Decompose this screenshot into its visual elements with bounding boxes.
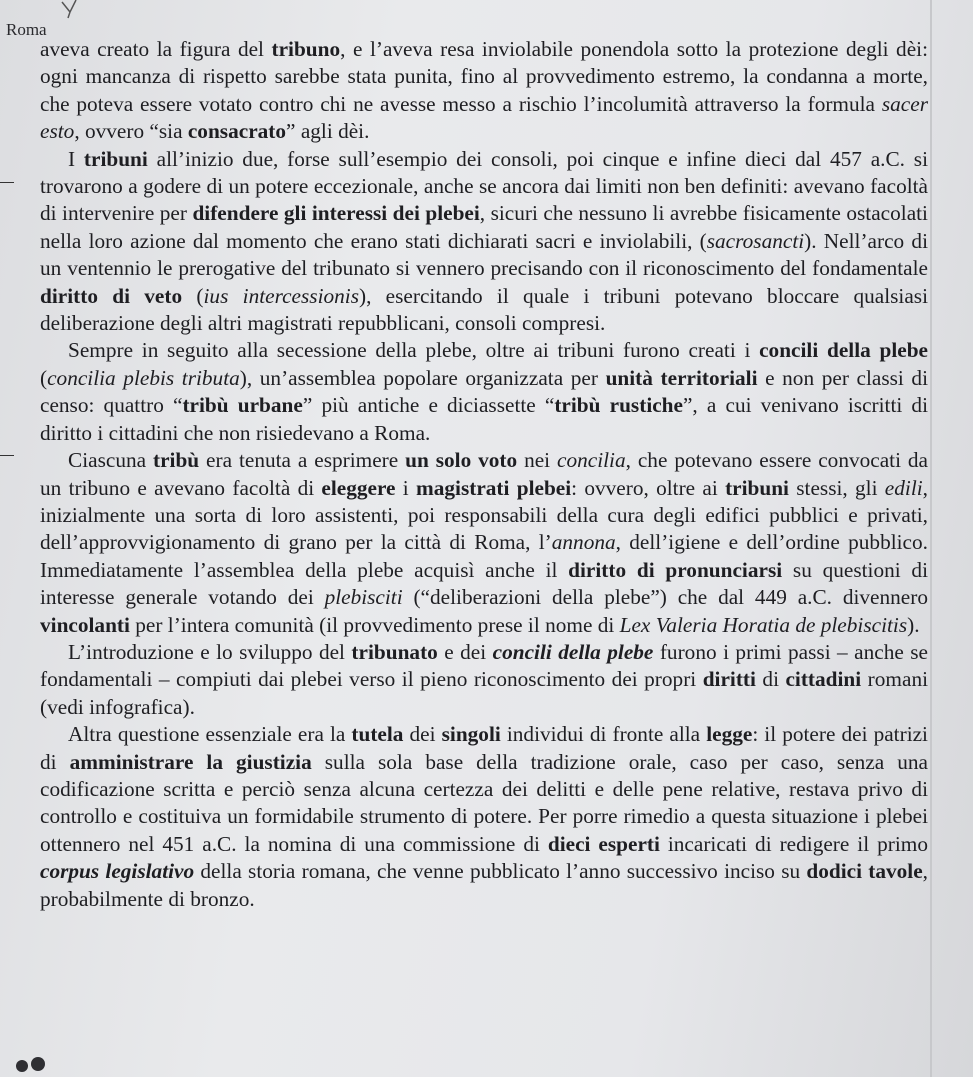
text-run: I [68, 146, 84, 171]
paragraph [40, 337, 928, 447]
text-run: : ovvero, oltre ai [571, 475, 726, 500]
text-run: e non per classi di censo: quattro “ [40, 365, 928, 418]
bold-term: magistrati plebei [416, 475, 572, 500]
text-run: romani (vedi infografica). [40, 667, 929, 719]
bold-term: tribuno [271, 37, 341, 61]
italic-term: concilia [557, 448, 626, 473]
bold-term: difendere gli interessi dei plebei [192, 201, 480, 226]
text-run: sulla sola base della tradizione orale, caso per caso, senza una codificazione scritta e perciò senza alcuna certezza dei delitti e delle pene relative, restava privo di controllo e costituiva un formidabile strumento di potere. Per porre rimedio a questa situazione i plebei ottennero nel 451 a.C. la nomina di una commissione di [40, 749, 928, 856]
text-run: era tenuta a esprimere [199, 448, 406, 473]
text-run: , dell’igiene e dell’ordine pubblico. Immediatamente l’assemblea della plebe acquisì anche il [40, 530, 928, 582]
bold-term: concili della plebe [759, 338, 928, 363]
text-run: individui di fronte alla [500, 722, 707, 747]
text-run: ”, a cui venivano iscritti di diritto i cittadini che non risiedevano a Roma. [40, 393, 928, 445]
text-run: ), esercitando il quale i tribuni potevano bloccare qualsiasi deliberazione degli altri magistrati repubblicani, consoli compresi. [40, 283, 928, 336]
text-run: Sempre in seguito alla secessione della plebe, oltre ai tribuni furono creati i [68, 338, 760, 363]
bold-term: tribuni [83, 146, 148, 171]
bold-term: vincolanti [40, 612, 130, 637]
paragraph [40, 447, 928, 639]
text-run: su questioni di interesse generale votando dei [40, 557, 928, 610]
text-run: (“deliberazioni della plebe”) che dal 449 a.C. divennero [402, 585, 928, 610]
italic-term: sacrosancti [706, 228, 805, 253]
paragraph [40, 36, 928, 146]
bold-term: consacrato [187, 119, 287, 144]
bold-term: corpus legislativo [40, 859, 195, 884]
margin-tick [0, 182, 14, 183]
text-run: stessi, gli [788, 475, 885, 500]
text-run: , probabilmente di bronzo. [40, 859, 928, 911]
text-run: di [755, 667, 786, 692]
bold-term: cittadini [785, 667, 862, 692]
text-run: , ovvero “sia [74, 119, 188, 144]
bold-term: tribù urbane [182, 393, 303, 418]
bold-term: legge [706, 722, 753, 747]
bold-term: diritti [702, 667, 756, 692]
body-text [40, 36, 928, 913]
bold-term: un solo voto [405, 448, 518, 473]
italic-term: ius intercessionis [203, 283, 359, 308]
bold-term: singoli [441, 722, 501, 747]
paragraph [40, 639, 928, 721]
bold-term: tribù rustiche [554, 393, 683, 418]
text-run: furono i primi passi – anche se fondamentali – compiuti dai plebei verso il pieno riconoscimento dei propri [40, 639, 928, 692]
text-run: aveva creato la figura del [40, 37, 272, 61]
italic-term: concilia plebis tributa [47, 365, 240, 390]
text-run: , e l’aveva resa inviolabile ponendola sotto la protezione degli dèi: ogni mancanza di rispetto sarebbe stata punita, fino al provvedimento estremo, la condanna a morte, che poteva essere votato contro chi ne avesse messo a rischio l’incolumità attraverso la formula [40, 37, 928, 116]
text-run: , sicuri che nessuno li avrebbe fisicamente ostacolati nella loro azione dal momento che erano stati dichiarati sacri e inviolabili, ( [40, 201, 928, 253]
bold-term: amministrare la giustizia [69, 749, 312, 774]
text-run: ). [907, 612, 920, 637]
text-run: : il potere dei patrizi di [40, 722, 928, 774]
italic-term: edili [884, 475, 923, 500]
text-run: della storia romana, che venne pubblicato l’anno successivo inciso su [194, 859, 807, 884]
text-run: ” più antiche e diciassette “ [302, 393, 555, 418]
running-head: Roma [6, 20, 47, 39]
bold-term: dieci esperti [547, 831, 660, 856]
ink-blot-icon [12, 1048, 52, 1077]
italic-term: sacer esto [40, 91, 928, 144]
bold-term: tribù [152, 448, 200, 473]
bold-term: diritto di veto [40, 283, 183, 308]
bold-term: diritto di pronunciarsi [568, 557, 783, 582]
text-run: e dei [437, 639, 493, 664]
italic-term: Lex Valeria Horatia de plebiscitis [619, 612, 908, 637]
bold-term: tutela [351, 722, 404, 747]
text-run: , che potevano essere convocati da un tribuno e avevano facoltà di [40, 448, 929, 500]
italic-term: plebisciti [324, 585, 403, 610]
text-run: Altra questione essenziale era la [68, 722, 352, 747]
text-run: i [395, 475, 416, 500]
text-run: per l’intera comunità (il provvedimento prese il nome di [129, 612, 620, 637]
text-run: ” agli dèi. [286, 119, 370, 144]
text-run: ), un’assemblea popolare organizzata per [239, 365, 606, 390]
bold-term: tribunato [351, 639, 438, 664]
page-edge [930, 0, 932, 1077]
bold-term: unità territoriali [605, 365, 758, 390]
italic-term: annona [551, 530, 616, 555]
text-run: dei [403, 722, 442, 747]
pencil-mark-icon [56, 0, 86, 20]
margin-tick [0, 455, 14, 456]
bold-term: concili della plebe [492, 639, 654, 664]
paragraph [40, 721, 928, 913]
bold-term: tribuni [725, 475, 789, 500]
bold-term: eleggere [321, 475, 396, 500]
text-run: Ciascuna [68, 448, 153, 473]
text-run: L’introduzione e lo sviluppo del [68, 639, 352, 664]
text-run: ( [182, 283, 204, 308]
text-run: ( [40, 365, 48, 390]
paragraph [40, 146, 928, 338]
text-run: , inizialmente una sorta di loro assistenti, poi responsabili della cura degli edifici pubblici e privati, dell’approvvigionamento di grano per la città di Roma, l’ [40, 475, 928, 555]
text-run: all’inizio due, forse sull’esempio dei consoli, poi cinque e infine dieci dal 457 a.C. si trovarono a godere di un potere eccezionale, anche se ancora dai limiti non ben definiti: avevano facoltà di intervenire per [40, 146, 929, 226]
text-run: nei [517, 448, 558, 473]
bold-term: dodici tavole [806, 859, 923, 884]
text-run: incaricati di redigere il primo [659, 831, 928, 856]
text-run: ). Nell’arco di un ventennio le prerogative del tribunato si vennero precisando con il riconoscimento del fondamentale [40, 228, 928, 281]
